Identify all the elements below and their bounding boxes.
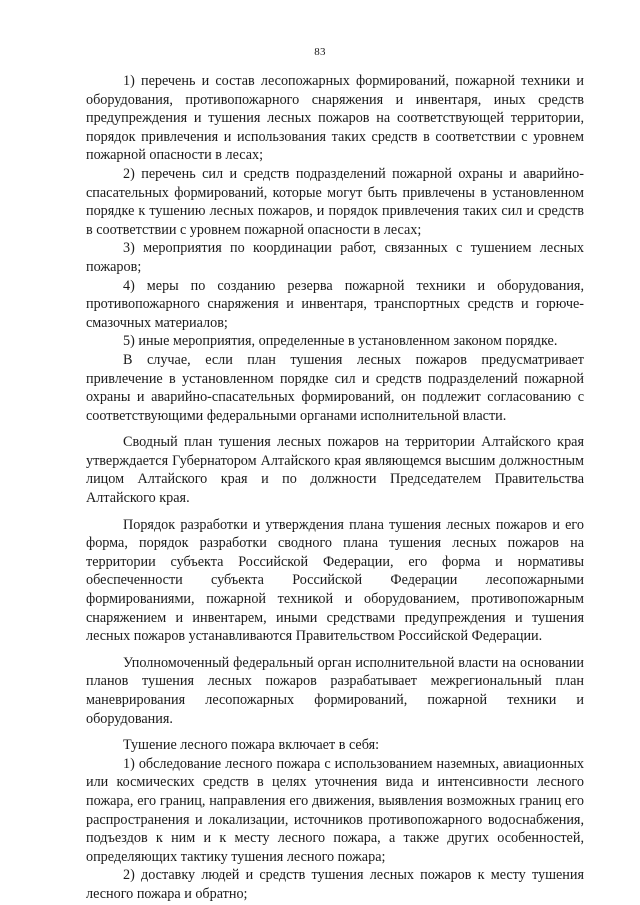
paragraph-survey-item: 1) обследование лесного пожара с использованием наземных, авиационных или космических средств в целях уточнения вида и интенсивности лесного пожара, его границ, направления его движения, выявления возможных границ его распространения и локализации, источников противопожарного водоснабжения, подъездов к ним и к месту лесного пожара, а также других особенностей, определяющих тактику тушения лесного пожара; <box>86 755 584 865</box>
paragraph-delivery-item: 2) доставку людей и средств тушения лесных пожаров к месту тушения лесного пожара и обратно; <box>86 867 584 902</box>
paragraph-coordination-requirement: В случае, если план тушения лесных пожаров предусматривает привлечение в установленном порядке сил и средств подразделений пожарной охраны и аварийно-спасательных формирований, он подлежит согласованию с соответствующими федеральными органами исполнительной власти. <box>86 351 584 424</box>
paragraph-firefighting-includes: Тушение лесного пожара включает в себя: <box>123 737 380 754</box>
document-body <box>86 72 584 904</box>
paragraph-list-item-4: 4) меры по созданию резерва пожарной техники и оборудования, противопожарного снаряжения и инвентаря, транспортных средств и горюче-смазочных материалов; <box>86 277 584 331</box>
page-number: 83 <box>314 46 326 58</box>
paragraph-list-item-1: 1) перечень и состав лесопожарных формирований, пожарной техники и оборудования, противопожарного снаряжения и инвентаря, иных средств предупреждения и тушения лесных пожаров на соответствующей территории, порядок привлечения и использования таких средств в соответствии с уровнем пожарной опасности в лесах; <box>86 73 584 164</box>
paragraph-consolidated-plan: Сводный план тушения лесных пожаров на территории Алтайского края утверждается Губернатором Алтайского края являющемся высшим должностным лицом Алтайского края и по должности Председателем Правительства Алтайского края. <box>86 434 584 507</box>
paragraph-list-item-3: 3) мероприятия по координации работ, связанных с тушением лесных пожаров; <box>86 240 584 275</box>
paragraph-plan-procedure: Порядок разработки и утверждения плана тушения лесных пожаров и его форма, порядок разработки сводного плана тушения лесных пожаров на территории субъекта Российской Федерации, его форма и нормативы обеспеченности субъекта Российской Федерации лесопожарными формированиями, пожарной техникой и оборудованием, противопожарным снаряжением и инвентарем, иными средствами предупреждения и тушения лесных пожаров устанавливаются Правительством Российской Федерации. <box>86 516 584 645</box>
paragraph-list-item-5: 5) иные мероприятия, определенные в установленном законом порядке. <box>123 333 558 350</box>
paragraph-list-item-2: 2) перечень сил и средств подразделений пожарной охраны и аварийно-спасательных формирований, которые могут быть привлечены в установленном порядке к тушению лесных пожаров, и порядок привлечения таких сил и средств в соответствии с уровнем пожарной опасности в лесах; <box>86 165 584 238</box>
paragraph-interregional-plan: Уполномоченный федеральный орган исполнительной власти на основании планов тушения лесных пожаров разрабатывает межрегиональный план маневрирования лесопожарных формирований, пожарной техники и оборудования. <box>86 654 584 727</box>
